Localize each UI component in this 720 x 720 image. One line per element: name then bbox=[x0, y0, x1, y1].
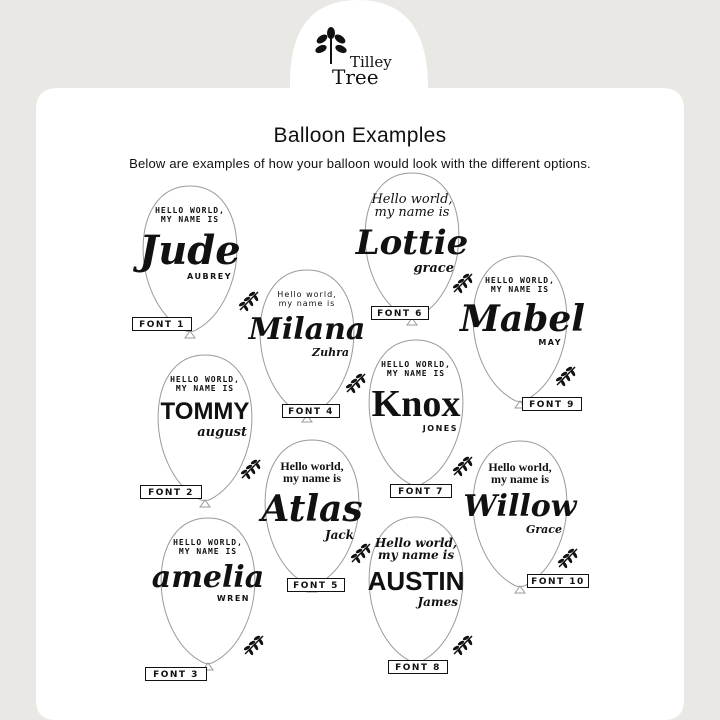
balloon-header: Hello world, my name is bbox=[371, 192, 453, 220]
balloon-subname: grace bbox=[413, 261, 454, 276]
leaf-sprig-icon bbox=[240, 458, 262, 480]
balloon-name: Atlas bbox=[261, 488, 363, 530]
font-label: FONT 9 bbox=[522, 397, 582, 411]
balloon bbox=[356, 537, 476, 609]
balloon bbox=[247, 290, 367, 359]
balloon bbox=[352, 193, 472, 276]
leaf-sprig-icon bbox=[238, 290, 260, 312]
balloon-name: Willow bbox=[463, 489, 577, 524]
balloon-header: Hello world, my name is bbox=[488, 460, 552, 486]
balloon-subname: JONES bbox=[422, 424, 458, 433]
balloon-subname: Zuhra bbox=[312, 346, 349, 359]
font-label: FONT 4 bbox=[282, 404, 340, 418]
balloon bbox=[460, 461, 580, 536]
logo-line1: Tilley bbox=[350, 53, 392, 71]
font-label: FONT 10 bbox=[527, 574, 589, 588]
logo-line2: Tree bbox=[332, 65, 379, 89]
font-label: FONT 1 bbox=[132, 317, 192, 331]
leaf-sprig-icon bbox=[452, 272, 474, 294]
balloon-name: Milana bbox=[248, 312, 366, 347]
balloon-subname: AUBREY bbox=[187, 272, 232, 281]
balloon-name: AUSTIN bbox=[367, 566, 465, 596]
font-label: FONT 6 bbox=[371, 306, 429, 320]
balloon-subname: Grace bbox=[525, 523, 562, 536]
font-label: FONT 5 bbox=[287, 578, 345, 592]
balloon-header: HELLO WORLD, MY NAME IS bbox=[173, 538, 243, 556]
balloon bbox=[356, 360, 476, 433]
font-label: FONT 2 bbox=[140, 485, 202, 499]
balloon-subname: WREN bbox=[216, 594, 250, 603]
balloon bbox=[130, 206, 250, 281]
balloon-subname: Jack bbox=[324, 528, 354, 542]
balloon-name: Knox bbox=[371, 383, 461, 425]
leaf-sprig-icon bbox=[555, 365, 577, 387]
balloon-name: Mabel bbox=[460, 298, 585, 340]
logo bbox=[314, 26, 404, 88]
leaf-sprig-icon bbox=[345, 372, 367, 394]
balloon-header: Hello world, my name is bbox=[277, 290, 337, 308]
page-title: Balloon Examples bbox=[273, 124, 447, 147]
balloon-header: HELLO WORLD, MY NAME IS bbox=[485, 276, 555, 294]
leaf-sprig-icon bbox=[452, 455, 474, 477]
font-label: FONT 3 bbox=[145, 667, 207, 681]
tree-leaves-icon bbox=[314, 26, 348, 64]
balloon-subname: august bbox=[197, 425, 247, 440]
balloon-header: HELLO WORLD, MY NAME IS bbox=[170, 375, 240, 393]
balloon-subname: MAY bbox=[538, 338, 562, 347]
leaf-sprig-icon bbox=[350, 542, 372, 564]
balloon-name: TOMMY bbox=[160, 398, 250, 425]
balloon-header: HELLO WORLD, MY NAME IS bbox=[381, 360, 451, 378]
balloon-subname: James bbox=[417, 595, 458, 609]
leaf-sprig-icon bbox=[243, 634, 265, 656]
font-label: FONT 7 bbox=[390, 484, 452, 498]
balloon bbox=[145, 375, 265, 440]
page-subtitle: Below are examples of how your balloon would look with the different options. bbox=[129, 156, 591, 171]
balloon-header: Hello world, my name is bbox=[374, 536, 458, 562]
balloon-name: Lottie bbox=[355, 223, 469, 263]
balloon bbox=[148, 538, 268, 603]
balloon bbox=[460, 276, 585, 347]
balloon-header: Hello world, my name is bbox=[280, 459, 344, 485]
balloon-name: Jude bbox=[139, 227, 241, 274]
balloon bbox=[252, 460, 372, 542]
font-label: FONT 8 bbox=[388, 660, 448, 674]
balloon-name: amelia bbox=[151, 560, 265, 595]
leaf-sprig-icon bbox=[452, 634, 474, 656]
balloon-header: HELLO WORLD, MY NAME IS bbox=[155, 206, 225, 224]
leaf-sprig-icon bbox=[557, 547, 579, 569]
